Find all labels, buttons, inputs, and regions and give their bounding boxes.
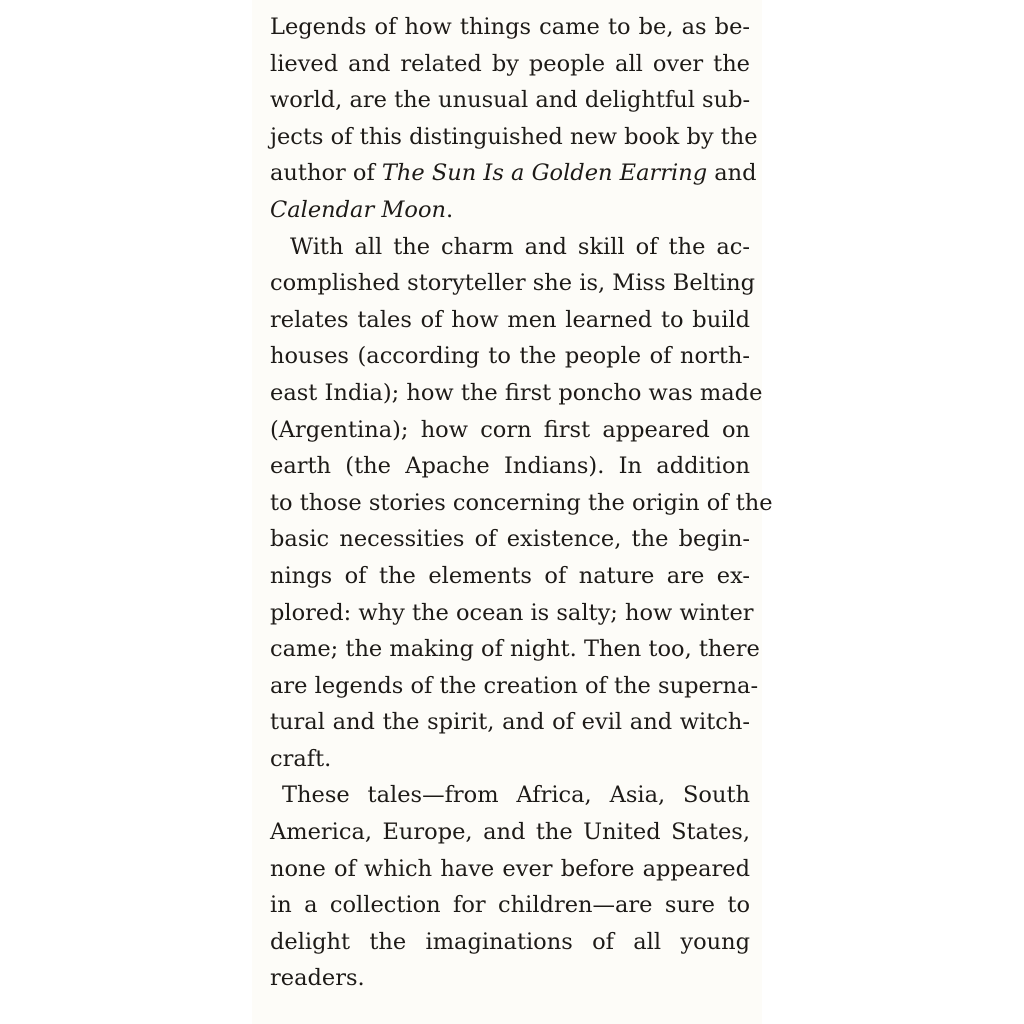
text-segment: relates tales of how men learned to build: [270, 306, 750, 333]
paragraph-1: [270, 9, 758, 229]
text-line: [270, 887, 750, 924]
text-line: [270, 9, 750, 46]
text-line: [270, 814, 750, 851]
paragraph-2: [270, 229, 773, 778]
text-line: [270, 265, 755, 302]
text-line: [270, 448, 750, 485]
book-title: The Sun Is a Golden Earring: [381, 160, 708, 187]
text-segment: Legends of how things came to be, as be-: [270, 14, 750, 40]
text-segment: tural and the spirit, and of evil and witch-: [270, 709, 750, 736]
text-segment: plored: why the ocean is salty; how winter: [270, 599, 754, 626]
text-segment: complished storyteller she is, Miss Belting: [270, 270, 755, 297]
text-line: [270, 155, 757, 192]
text-segment: These tales—from Africa, Asia, South: [282, 782, 750, 809]
text-line: [270, 375, 763, 412]
book-title: Calendar Moon: [270, 196, 446, 223]
text-segment: America, Europe, and the United States,: [270, 819, 750, 846]
book-description: [270, 9, 773, 997]
text-segment: author of: [270, 160, 382, 187]
text-segment: east India); how the first poncho was made: [270, 379, 763, 406]
text-line: [270, 631, 760, 668]
text-segment: .: [445, 196, 454, 223]
text-line: [270, 485, 773, 522]
paragraph-3: [270, 777, 750, 997]
text-segment: (Argentina); how corn first appeared on: [270, 416, 750, 443]
text-line: [270, 229, 750, 266]
text-segment: readers.: [270, 965, 365, 992]
text-line: [270, 46, 750, 83]
text-line: [270, 119, 758, 156]
text-segment: houses (according to the people of north-: [270, 343, 750, 370]
text-segment: and: [707, 160, 757, 187]
text-line: [270, 741, 750, 778]
text-segment: jects of this distinguished new book by the: [270, 123, 758, 150]
text-segment: craft.: [270, 745, 332, 772]
text-line: [270, 777, 750, 814]
text-line: [270, 851, 750, 888]
text-segment: basic necessities of existence, the begin-: [270, 526, 750, 553]
text-line: [270, 82, 750, 119]
text-line: [270, 668, 759, 705]
text-segment: delight the imaginations of all young: [270, 928, 750, 955]
text-segment: came; the making of night. Then too, there: [270, 636, 760, 663]
text-line: [270, 704, 750, 741]
text-line: [270, 924, 750, 961]
text-line: [270, 960, 750, 997]
text-line: [270, 192, 750, 229]
text-segment: world, are the unusual and delightful sub-: [270, 87, 751, 114]
text-line: [270, 302, 750, 339]
text-segment: in a collection for children—are sure to: [270, 892, 750, 919]
text-segment: to those stories concerning the origin of the: [270, 489, 773, 516]
text-line: [270, 558, 750, 595]
text-segment: none of which have ever before appeared: [270, 855, 750, 882]
text-line: [270, 338, 750, 375]
text-segment: lieved and related by people all over the: [270, 50, 750, 77]
text-segment: earth (the Apache Indians). In addition: [270, 453, 750, 480]
text-segment: With all the charm and skill of the ac-: [290, 233, 750, 260]
text-segment: nings of the elements of nature are ex-: [270, 562, 750, 589]
text-line: [270, 521, 750, 558]
text-line: [270, 595, 754, 632]
text-line: [270, 412, 750, 449]
text-segment: are legends of the creation of the superna-: [270, 672, 759, 699]
